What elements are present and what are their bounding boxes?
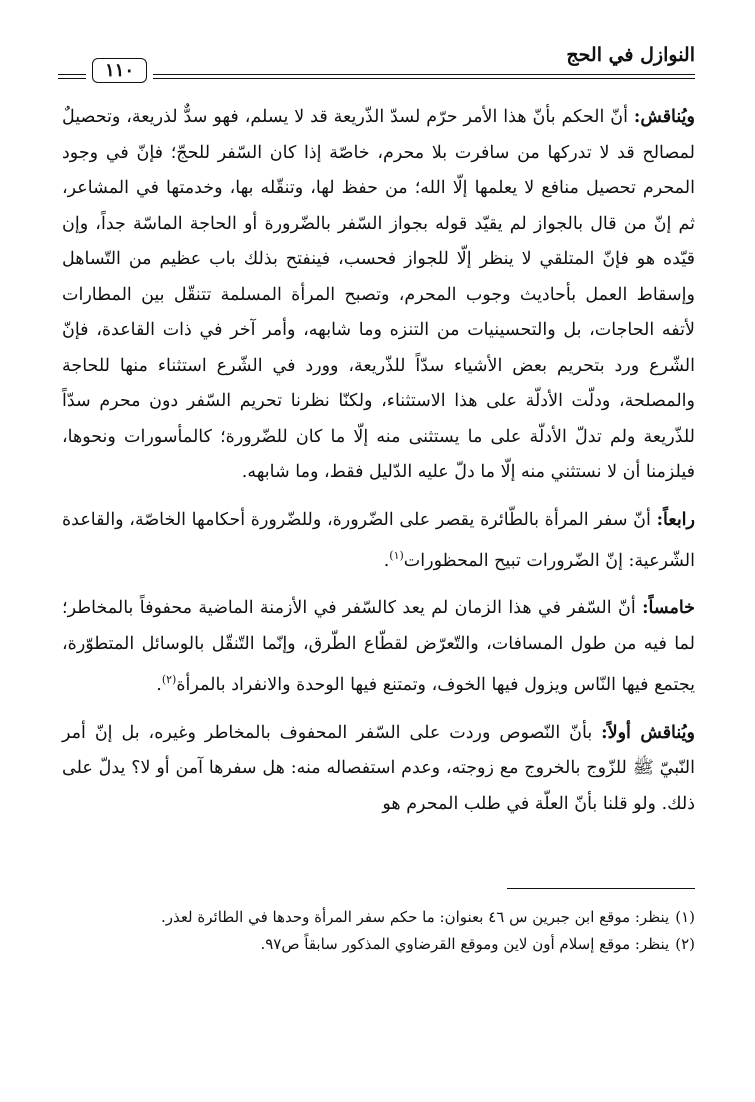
page-header: [58, 44, 695, 86]
footnote-2: [62, 931, 695, 958]
paragraph-tail: .: [156, 675, 162, 696]
footnote-number: (٢): [675, 935, 695, 953]
paragraph-discussion-first: [62, 716, 695, 823]
footnote-1: [62, 904, 695, 931]
footnotes: [62, 904, 695, 958]
paragraph-text: بأنّ النّصوص وردت على السّفر المحفوف بالمخاطر وغيره، بل إنّ أمر النّبيّ ﷺ للزّوج بالخروج مع زوجته، وعدم استفصاله منه: هل سفرها آمن أو لا؟ يدلّ على ذلك. ولو قلنا بأنّ العلّة في طلب المحرم هو: [62, 722, 695, 814]
page-number: ١١٠: [92, 58, 147, 83]
header-rule: [58, 74, 695, 75]
footnote-ref[interactable]: (١): [389, 549, 404, 562]
paragraph-lead: رابعاً:: [656, 509, 695, 530]
paragraph-text: أنّ السّفر في هذا الزمان لم يعد كالسّفر في الأزمنة الماضية محفوفاً بالمخاطر؛ لما فيه من طول المسافات، والتّعرّض لقطّاع الطّرق، وإنّما التّنقّل بالوسائل المتطوّرة، يجتمع فيها النّاس ويزول فيها الخوف، وتمتنع فيها الوحدة والانفراد بالمرأة: [62, 598, 695, 696]
footnote-separator: [507, 888, 695, 889]
paragraph-text: أنّ سفر المرأة بالطّائرة يقصر على الضّرورة، وللضّرورة أحكامها الخاصّة، والقاعدة الشّرعية: إنّ الضّرورات تبيح المحظورات: [62, 509, 695, 571]
main-text: [62, 100, 695, 834]
paragraph-tail: .: [383, 550, 390, 571]
header-rule-thin: [58, 78, 695, 79]
paragraph-fourth: [62, 503, 695, 580]
footnote-text: ينظر: موقع إسلام أون لاين وموقع القرضاوي المذكور سابقاً ص٩٧.: [260, 935, 670, 953]
page-number-frame: [86, 58, 153, 83]
paragraph-text: أنّ الحكم بأنّ هذا الأمر حرّم لسدّ الذّريعة قد لا يسلم، فهو سدٌّ لذريعة، وتحصيلٌ لمصالح قد لا تدركها من سافرت بلا محرم، خاصّة إذا كان السّفر للحجّ؛ فإنّ في وجود المحرم تحصيل منافع لا يعلمها إلّا الله؛ من حفظ لها، وتنقّله بها، وخدمتها في المشاعر، ثم إنّ من قال بالجواز لم يقيّد قوله بجواز السّفر بالضّرورة أو الحاجة الماسّة جداً، وإن قيّده هو فإنّ المتلقي لا ينظر إلّا للجواز فحسب، فينفتح بذلك باب عظيم من التّساهل وإسقاط العمل بأحاديث وجوب المحرم، وتصبح المرأة المسلمة تتنقّل بين المطارات لأتفه الحاجات، بل والتحسينيات من التنزه وما شابهه، وأمر آخر في ذات القاعدة، فإنّ الشّرع ورد بتحريم بعض الأشياء سدّاً للذّريعة، وورد في الشّرع استثناء منها للحاجة والمصلحة، ودلّت الأدلّة على هذا الاستثناء، ولكنّا نظرنا تحريم السّفر دون محرم سدّاً للذّريعة ولم تدلّ الأدلّة على ما يستثنى منه إلّا ما كان للضّرورة؛ كالمأسورات ونحوها، فيلزمنا أن لا نستثني منه إلّا ما دلّ عليه الدّليل فقط، وما شابهه.: [62, 107, 695, 482]
paragraph-discussion: [62, 100, 695, 491]
paragraph-lead: خامساً:: [642, 598, 695, 619]
footnote-number: (١): [675, 908, 695, 926]
paragraph-lead: ويُناقش أولاً:: [601, 722, 695, 743]
paragraph-fifth: [62, 591, 695, 703]
footnote-ref[interactable]: (٢): [161, 673, 177, 687]
paragraph-lead: ويُناقش:: [633, 107, 695, 127]
footnote-text: ينظر: موقع ابن جبرين س ٤٦ بعنوان: ما حكم سفر المرأة وحدها في الطائرة لعذر.: [160, 908, 670, 926]
running-title: النوازل في الحج: [566, 44, 695, 66]
